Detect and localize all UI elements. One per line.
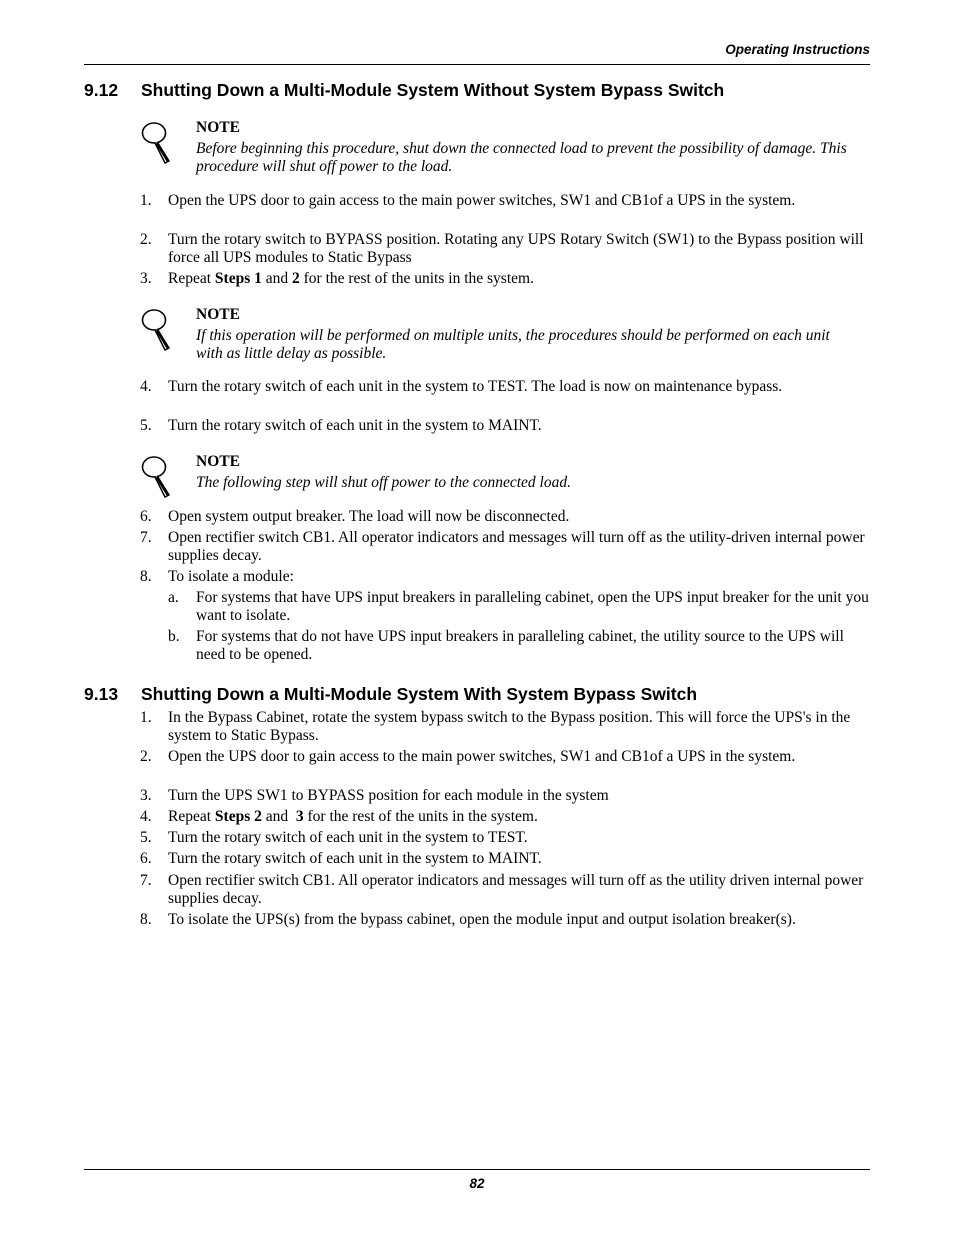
step-number: 2. xyxy=(140,231,152,248)
step-number: 6. xyxy=(140,508,152,525)
step-text: To isolate the UPS(s) from the bypass cabinet, open the module input and output isolation breaker(s). xyxy=(168,911,796,928)
step-text: In the Bypass Cabinet, rotate the system bypass switch to the Bypass position. This will force the UPS's in the system to Static Bypass. xyxy=(168,709,851,744)
running-header: Operating Instructions xyxy=(725,42,870,57)
note-text: Before beginning this procedure, shut down the connected load to prevent the possibility of damage. This procedure will shut off power to the load. xyxy=(196,140,847,175)
section-title: Shutting Down a Multi-Module System With System Bypass Switch xyxy=(141,684,698,704)
step-number: 5. xyxy=(140,417,152,434)
section-number: 9.13 xyxy=(84,684,119,704)
step-number: 2. xyxy=(140,748,152,765)
magnifier-icon xyxy=(140,308,174,354)
step-number: 7. xyxy=(140,529,152,546)
step-text: Turn the UPS SW1 to BYPASS position for each module in the system xyxy=(168,787,609,804)
section-title: Shutting Down a Multi-Module System Without System Bypass Switch xyxy=(141,80,725,100)
note-text: The following step will shut off power to the connected load. xyxy=(196,474,571,491)
step-text: Turn the rotary switch of each unit in the system to TEST. The load is now on maintenance bypass. xyxy=(168,378,783,395)
substep-text: For systems that have UPS input breakers in paralleling cabinet, open the UPS input breaker for the unit you want to isolate. xyxy=(196,589,869,624)
note-label: NOTE xyxy=(196,119,240,136)
step-number: 1. xyxy=(140,192,152,209)
section-heading-9-12 xyxy=(84,80,724,101)
step-text: Open rectifier switch CB1. All operator indicators and messages will turn off as the utility-driven internal power supplies decay. xyxy=(168,529,865,564)
step-number: 7. xyxy=(140,872,152,889)
step-text: Turn the rotary switch of each unit in the system to TEST. xyxy=(168,829,528,846)
page-number: 82 xyxy=(469,1176,485,1191)
step-text: Turn the rotary switch of each unit in the system to MAINT. xyxy=(168,417,542,434)
step-text: Repeat Steps 1 and 2 for the rest of the units in the system. xyxy=(168,270,534,287)
section-heading-9-13 xyxy=(84,684,697,705)
step-text: Open the UPS door to gain access to the main power switches, SW1 and CB1of a UPS in the system. xyxy=(168,748,796,765)
header-rule xyxy=(84,64,870,65)
magnifier-icon xyxy=(140,455,174,501)
step-number: 1. xyxy=(140,709,152,726)
magnifier-icon xyxy=(140,121,174,167)
step-text: Repeat Steps 2 and 3 for the rest of the units in the system. xyxy=(168,808,538,825)
step-text: Open rectifier switch CB1. All operator indicators and messages will turn off as the utility driven internal power supplies decay. xyxy=(168,872,864,907)
step-text: Open the UPS door to gain access to the main power switches, SW1 and CB1of a UPS in the system. xyxy=(168,192,796,209)
step-number: 8. xyxy=(140,911,152,928)
note-label: NOTE xyxy=(196,453,240,470)
substep-letter: b. xyxy=(168,628,180,645)
note-text: If this operation will be performed on multiple units, the procedures should be performed on each unit with as little delay as possible. xyxy=(196,327,830,362)
step-text: Turn the rotary switch to BYPASS position. Rotating any UPS Rotary Switch (SW1) to the Bypass position will force all UPS modules to Static Bypass xyxy=(168,231,864,266)
step-number: 8. xyxy=(140,568,152,585)
step-number: 3. xyxy=(140,787,152,804)
substep-letter: a. xyxy=(168,589,179,606)
step-text: Open system output breaker. The load will now be disconnected. xyxy=(168,508,570,525)
note-label: NOTE xyxy=(196,306,240,323)
step-number: 6. xyxy=(140,850,152,867)
step-number: 4. xyxy=(140,378,152,395)
step-text: To isolate a module: xyxy=(168,568,294,585)
step-number: 4. xyxy=(140,808,152,825)
step-number: 3. xyxy=(140,270,152,287)
section-number: 9.12 xyxy=(84,80,119,100)
step-text: Turn the rotary switch of each unit in the system to MAINT. xyxy=(168,850,542,867)
substep-text: For systems that do not have UPS input breakers in paralleling cabinet, the utility source to the UPS will need to be opened. xyxy=(196,628,844,663)
step-number: 5. xyxy=(140,829,152,846)
footer-rule xyxy=(84,1169,870,1170)
